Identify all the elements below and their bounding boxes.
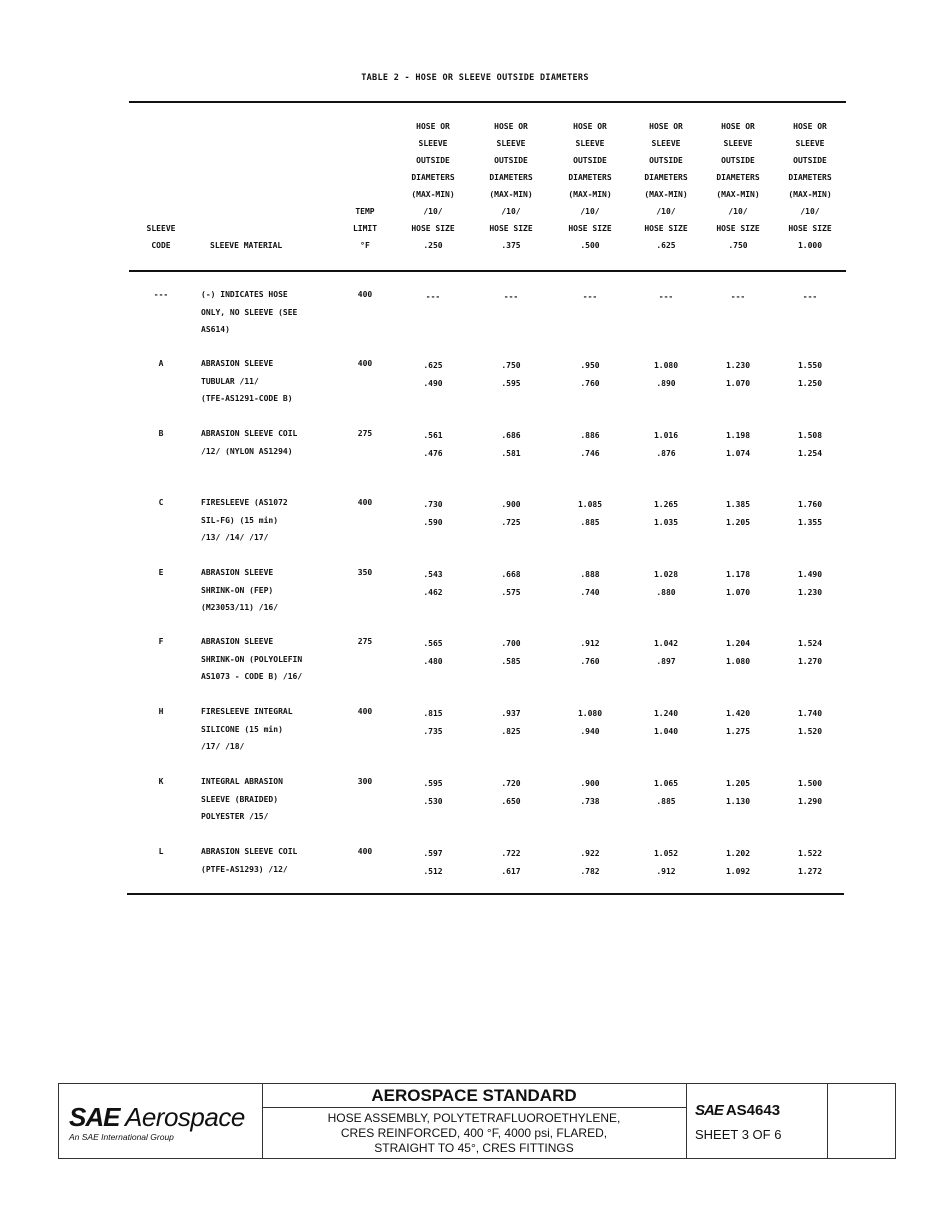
row-value: 1.265 1.035 <box>653 500 679 527</box>
row-code: E <box>158 568 164 577</box>
row-value: .886 .746 <box>580 431 600 458</box>
header-size-1000: HOSE OR SLEEVE OUTSIDE DIAMETERS (MAX-MIN) /10/ HOSE SIZE 1.000 <box>788 122 832 250</box>
row-value: 1.065 .885 <box>653 779 679 806</box>
row-value: .595 .530 <box>423 779 443 806</box>
row-value: .565 .480 <box>423 639 443 666</box>
row-code: A <box>158 359 164 368</box>
row-value: 1.385 1.205 <box>725 500 751 527</box>
title-divider <box>262 1107 686 1108</box>
row-material: ABRASION SLEEVE SHRINK-ON (POLYOLEFIN AS1073 - CODE B) /16/ <box>201 637 303 681</box>
row-value: 1.042 .897 <box>653 639 679 666</box>
row-value: 1.508 1.254 <box>797 431 823 458</box>
header-sleeve-code: SLEEVE CODE <box>146 224 176 250</box>
row-value: .668 .575 <box>501 570 521 597</box>
row-code: F <box>158 637 164 646</box>
row-value: .597 .512 <box>423 849 443 876</box>
row-material: FIRESLEEVE INTEGRAL SILICONE (15 min) /17/ /18/ <box>201 707 293 751</box>
standard-description: HOSE ASSEMBLY, POLYTETRAFLUOROETHYLENE, CRES REINFORCED, 400 °F, 4000 psi, FLARED, STRAIGHT TO 45°, CRES FITTINGS <box>327 1111 621 1155</box>
row-value: .900 .738 <box>580 779 600 806</box>
row-value: .912 .760 <box>580 639 600 666</box>
logo-subtitle: An SAE International Group <box>69 1132 174 1142</box>
header-size-250: HOSE OR SLEEVE OUTSIDE DIAMETERS (MAX-MIN) /10/ HOSE SIZE .250 <box>411 122 455 250</box>
row-temp: 350 <box>357 568 373 577</box>
row-temp: 300 <box>357 777 373 786</box>
sae-logo: SAE <box>69 1102 120 1132</box>
row-material: ABRASION SLEEVE TUBULAR /11/ (TFE-AS1291-CODE B) <box>201 359 293 403</box>
header-bottom-rule <box>129 270 846 272</box>
header-size-625: HOSE OR SLEEVE OUTSIDE DIAMETERS (MAX-MIN) /10/ HOSE SIZE .625 <box>644 122 688 250</box>
header-temp-limit: TEMP LIMIT °F <box>352 207 378 250</box>
header-size-500: HOSE OR SLEEVE OUTSIDE DIAMETERS (MAX-MIN) /10/ HOSE SIZE .500 <box>568 122 612 250</box>
row-temp: 400 <box>357 847 373 856</box>
row-value: 1.085 .885 <box>577 500 603 527</box>
document-number-value: AS4643 <box>725 1102 781 1119</box>
row-value: 1.198 1.074 <box>725 431 751 458</box>
row-value: 1.760 1.355 <box>797 500 823 527</box>
row-value: 1.080 .940 <box>577 709 603 736</box>
row-value: 1.524 1.270 <box>797 639 823 666</box>
row-material: ABRASION SLEEVE COIL /12/ (NYLON AS1294) <box>201 429 298 456</box>
row-material: INTEGRAL ABRASION SLEEVE (BRAIDED) POLYESTER /15/ <box>201 777 283 821</box>
sheet-number: SHEET 3 OF 6 <box>695 1127 782 1142</box>
row-value: --- <box>658 292 674 301</box>
row-value: 1.522 1.272 <box>797 849 823 876</box>
row-code: K <box>158 777 164 786</box>
row-value: 1.202 1.092 <box>725 849 751 876</box>
row-temp: 400 <box>357 290 373 299</box>
row-code: B <box>158 429 164 438</box>
row-temp: 400 <box>357 707 373 716</box>
row-value: 1.500 1.290 <box>797 779 823 806</box>
row-value: --- <box>582 292 598 301</box>
row-code: L <box>158 847 164 856</box>
row-value: 1.052 .912 <box>653 849 679 876</box>
row-value: 1.230 1.070 <box>725 361 751 388</box>
row-value: 1.178 1.070 <box>725 570 751 597</box>
row-value: --- <box>802 292 818 301</box>
row-value: 1.028 .880 <box>653 570 679 597</box>
row-value: 1.550 1.250 <box>797 361 823 388</box>
table-bottom-rule <box>127 893 844 895</box>
row-material: ABRASION SLEEVE COIL (PTFE-AS1293) /12/ <box>201 847 298 874</box>
row-value: --- <box>730 292 746 301</box>
row-value: .730 .590 <box>423 500 443 527</box>
row-value: .922 .782 <box>580 849 600 876</box>
row-temp: 275 <box>357 637 373 646</box>
header-sleeve-material: SLEEVE MATERIAL <box>210 241 283 250</box>
doc-number-cell <box>686 1084 828 1158</box>
row-value: 1.420 1.275 <box>725 709 751 736</box>
table-top-rule <box>129 101 846 103</box>
title-block <box>58 1083 896 1159</box>
sae-mark: SAE <box>695 1102 723 1119</box>
row-code: H <box>158 707 164 716</box>
row-value: .700 .585 <box>501 639 521 666</box>
row-value: .750 .595 <box>501 361 521 388</box>
header-size-375: HOSE OR SLEEVE OUTSIDE DIAMETERS (MAX-MIN) /10/ HOSE SIZE .375 <box>489 122 533 250</box>
row-value: .937 .825 <box>501 709 521 736</box>
row-temp: 400 <box>357 359 373 368</box>
row-value: .543 .462 <box>423 570 443 597</box>
row-value: .561 .476 <box>423 431 443 458</box>
row-value: 1.204 1.080 <box>725 639 751 666</box>
row-value: 1.740 1.520 <box>797 709 823 736</box>
row-value: .888 .740 <box>580 570 600 597</box>
header-size-750: HOSE OR SLEEVE OUTSIDE DIAMETERS (MAX-MIN) /10/ HOSE SIZE .750 <box>716 122 760 250</box>
row-value: .950 .760 <box>580 361 600 388</box>
row-material: FIRESLEEVE (AS1072 SIL-FG) (15 min) /13/ /14/ /17/ <box>201 498 288 542</box>
row-value: 1.016 .876 <box>653 431 679 458</box>
table-title: TABLE 2 - HOSE OR SLEEVE OUTSIDE DIAMETERS <box>361 73 589 83</box>
row-code: --- <box>153 290 169 299</box>
standard-title: AEROSPACE STANDARD <box>371 1086 577 1105</box>
document-number <box>695 1102 780 1119</box>
row-material: ABRASION SLEEVE SHRINK-ON (FEP) (M23053/11) /16/ <box>201 568 279 612</box>
aerospace-logo-text: Aerospace <box>125 1102 245 1132</box>
row-temp: 400 <box>357 498 373 507</box>
row-value: .686 .581 <box>501 431 521 458</box>
row-value: .815 .735 <box>423 709 443 736</box>
row-material: (-) INDICATES HOSE ONLY, NO SLEEVE (SEE AS614) <box>201 290 298 334</box>
row-value: 1.240 1.040 <box>653 709 679 736</box>
row-value: 1.080 .890 <box>653 361 679 388</box>
row-value: --- <box>503 292 519 301</box>
row-value: .720 .650 <box>501 779 521 806</box>
row-temp: 275 <box>357 429 373 438</box>
row-value: 1.205 1.130 <box>725 779 751 806</box>
row-value: --- <box>425 292 441 301</box>
row-value: .722 .617 <box>501 849 521 876</box>
row-value: .900 .725 <box>501 500 521 527</box>
row-code: C <box>158 498 164 507</box>
row-value: .625 .490 <box>423 361 443 388</box>
row-value: 1.490 1.230 <box>797 570 823 597</box>
